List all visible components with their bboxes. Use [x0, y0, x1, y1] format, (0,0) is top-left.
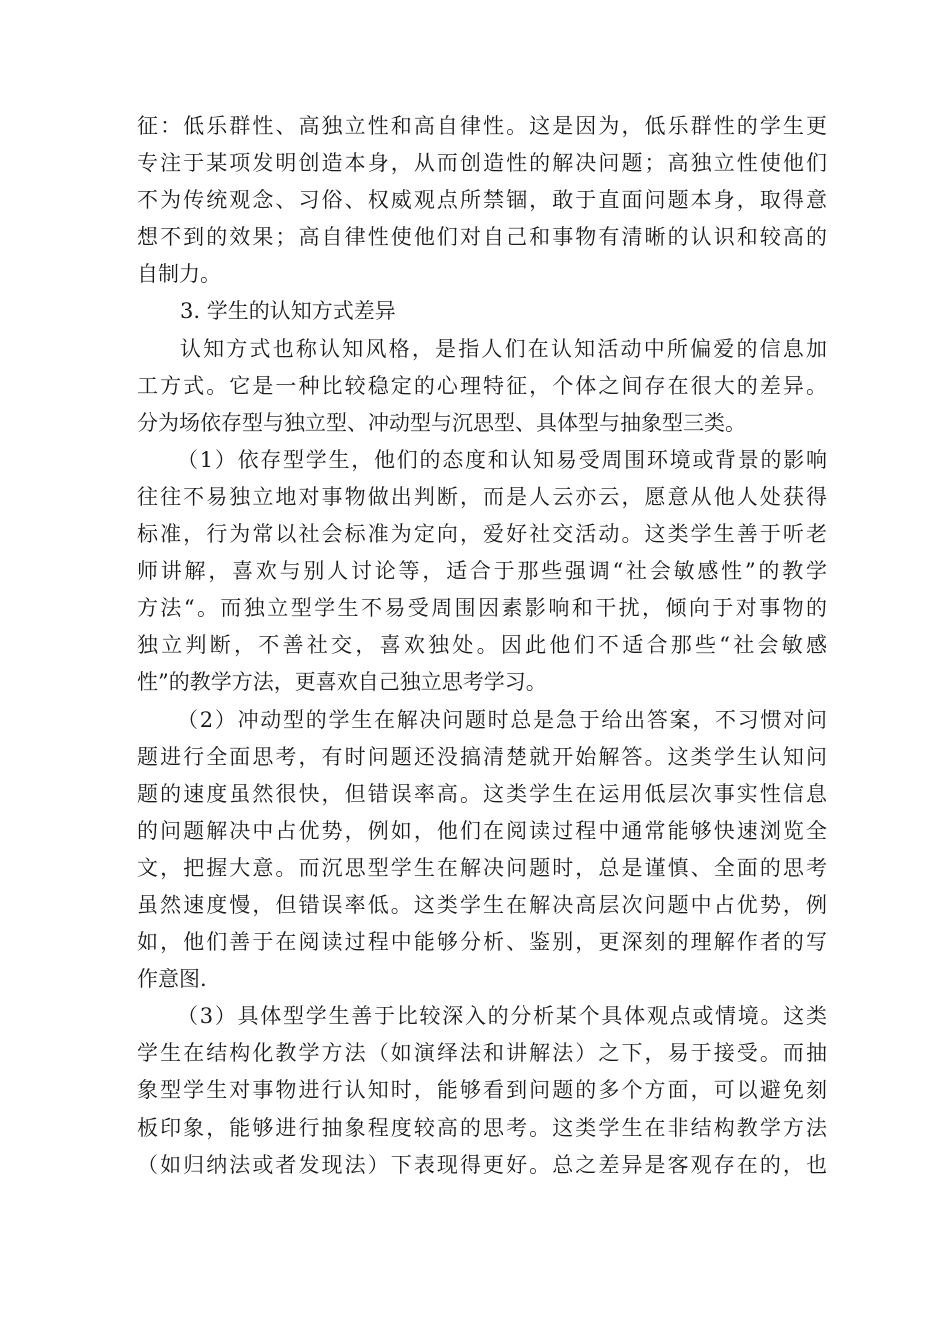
text-line: 题的速度虽然很快，但错误率高。这类学生在运用低层次事实性信息 — [137, 781, 827, 806]
text-line: 往往不易独立地对事物做出判断，而是人云亦云，愿意从他人处获得 — [137, 484, 827, 509]
text-line: 独立判断，不善社交，喜欢独处。因此他们不适合那些“社会敏感 — [137, 633, 827, 658]
text-line: 板印象，能够进行抽象程度较高的思考。这类学生在非结构教学方法 — [137, 1115, 827, 1140]
text-line: 师讲解，喜欢与别人讨论等，适合于那些强调“社会敏感性”的教学 — [137, 559, 827, 584]
text-line: 性”的教学方法，更喜欢自己独立思考学习。 — [137, 670, 547, 695]
section-heading: 3. 学生的认知方式差异 — [180, 299, 396, 324]
text-line: 象型学生对事物进行认知时，能够看到问题的多个方面，可以避免刻 — [137, 1078, 827, 1103]
body-text — [137, 108, 827, 1184]
text-line: 作意图. — [137, 967, 207, 992]
text-line: 征：低乐群性、高独立性和高自律性。这是因为，低乐群性的学生更 — [137, 114, 827, 138]
text-line: 如，他们善于在阅读过程中能够分析、鉴别，更深刻的理解作者的写 — [137, 930, 827, 955]
text-line: 分为场依存型与独立型、冲动型与沉思型、具体型与抽象型三类。 — [137, 410, 746, 435]
text-line: 认知方式也称认知风格，是指人们在认知活动中所偏爱的信息加 — [180, 336, 827, 361]
text-line: 学生在结构化教学方法（如演绎法和讲解法）之下，易于接受。而抽 — [137, 1041, 827, 1066]
text-line: （2）冲动型的学生在解决问题时总是急于给出答案，不习惯对问 — [177, 707, 827, 732]
text-line: 文，把握大意。而沉思型学生在解决问题时，总是谨慎、全面的思考 — [137, 855, 827, 880]
text-line: 不为传统观念、习俗、权威观点所禁锢，敢于直面问题本身，取得意 — [137, 188, 827, 213]
text-line: 题进行全面思考，有时问题还没搞清楚就开始解答。这类学生认知问 — [137, 744, 827, 769]
text-line: 工方式。它是一种比较稳定的心理特征，个体之间存在很大的差异。 — [137, 373, 827, 398]
text-line: （3）具体型学生善于比较深入的分析某个具体观点或情境。这类 — [177, 1004, 827, 1029]
text-line: 方法“。而独立型学生不易受周围因素影响和干扰，倾向于对事物的 — [137, 596, 827, 621]
text-line: 的问题解决中占优势，例如，他们在阅读过程中通常能够快速浏览全 — [137, 818, 827, 843]
text-line: （如归纳法或者发现法）下表现得更好。总之差异是客观存在的，也 — [137, 1152, 827, 1177]
text-line: 标准，行为常以社会标准为定向，爱好社交活动。这类学生善于听老 — [137, 522, 827, 547]
text-line: 自制力。 — [137, 262, 221, 287]
text-line: 想不到的效果；高自律性使他们对自己和事物有清晰的认识和较高的 — [137, 225, 827, 250]
text-line: （1）依存型学生，他们的态度和认知易受周围环境或背景的影响 — [177, 447, 827, 472]
text-line: 专注于某项发明创造本身，从而创造性的解决问题；高独立性使他们 — [137, 151, 827, 176]
text-line: 虽然速度慢，但错误率低。这类学生在解决高层次问题中占优势，例 — [137, 892, 827, 917]
